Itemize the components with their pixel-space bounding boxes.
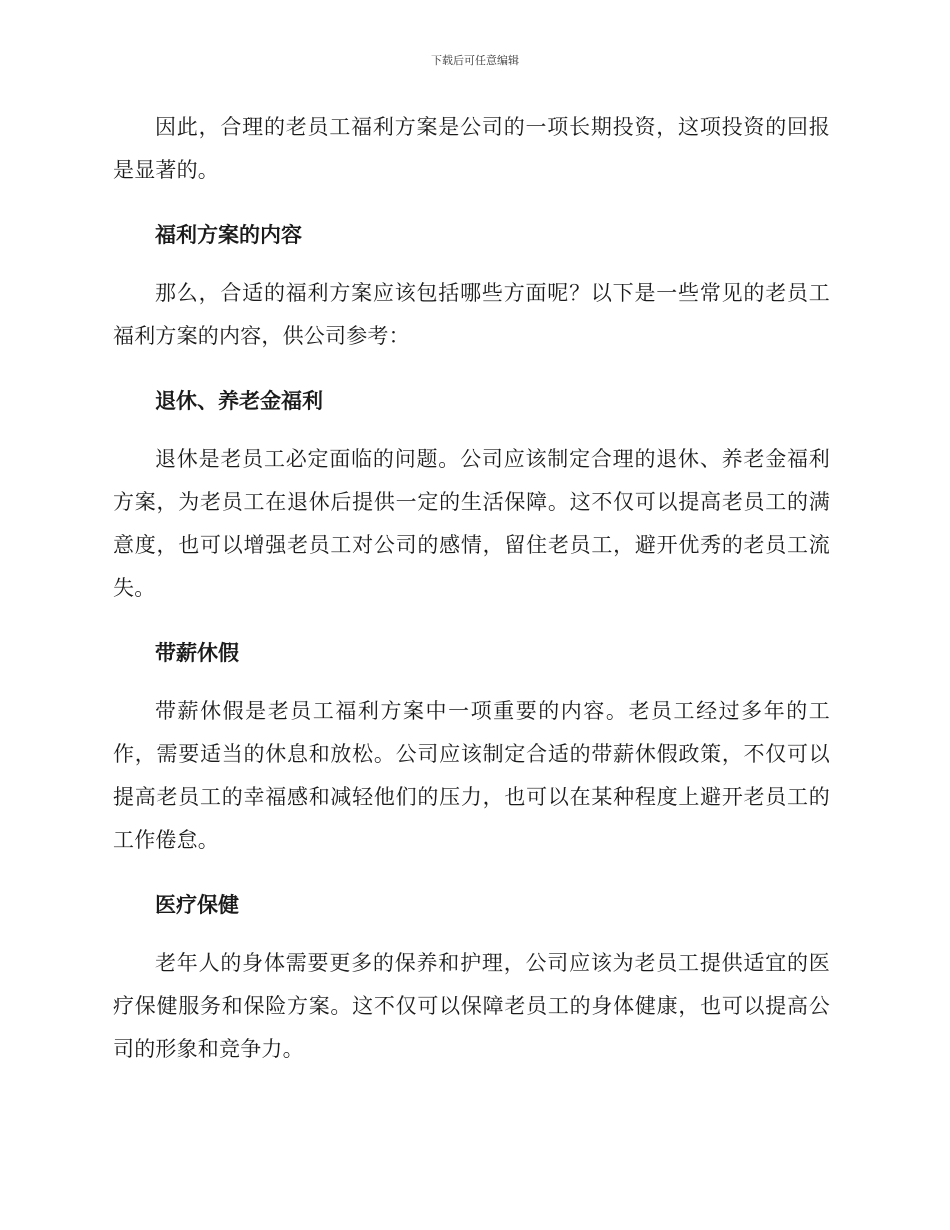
page-header: 下载后可任意编辑	[431, 54, 519, 67]
paragraph-paid-leave: 带薪休假是老员工福利方案中一项重要的内容。老员工经过多年的工作，需要适当的休息和放松。公司应该制定合适的带薪休假政策，不仅可以提高老员工的幸福感和减轻他们的压力，也可以在某种程度上避开老员工的工作倦怠。	[113, 699, 830, 852]
heading-healthcare: 医疗保健	[155, 893, 239, 917]
paragraph-intro: 因此，合理的老员工福利方案是公司的一项长期投资，这项投资的回报是显著的。	[113, 115, 830, 182]
heading-paid-leave: 带薪休假	[155, 641, 239, 665]
paragraph-retirement-pension: 退休是老员工必定面临的问题。公司应该制定合理的退休、养老金福利方案，为老员工在退休后提供一定的生活保障。这不仅可以提高老员工的满意度，也可以增强老员工对公司的感情，留住老员工，避开优秀的老员工流失。	[113, 447, 830, 600]
heading-welfare-content: 福利方案的内容	[155, 223, 302, 247]
paragraph-welfare-content: 那么，合适的福利方案应该包括哪些方面呢？以下是一些常见的老员工福利方案的内容，供公司参考：	[113, 281, 830, 348]
heading-retirement-pension: 退休、养老金福利	[155, 389, 323, 413]
paragraph-healthcare: 老年人的身体需要更多的保养和护理，公司应该为老员工提供适宜的医疗保健服务和保险方案。这不仅可以保障老员工的身体健康，也可以提高公司的形象和竞争力。	[113, 951, 830, 1061]
document-body	[113, 106, 830, 1097]
